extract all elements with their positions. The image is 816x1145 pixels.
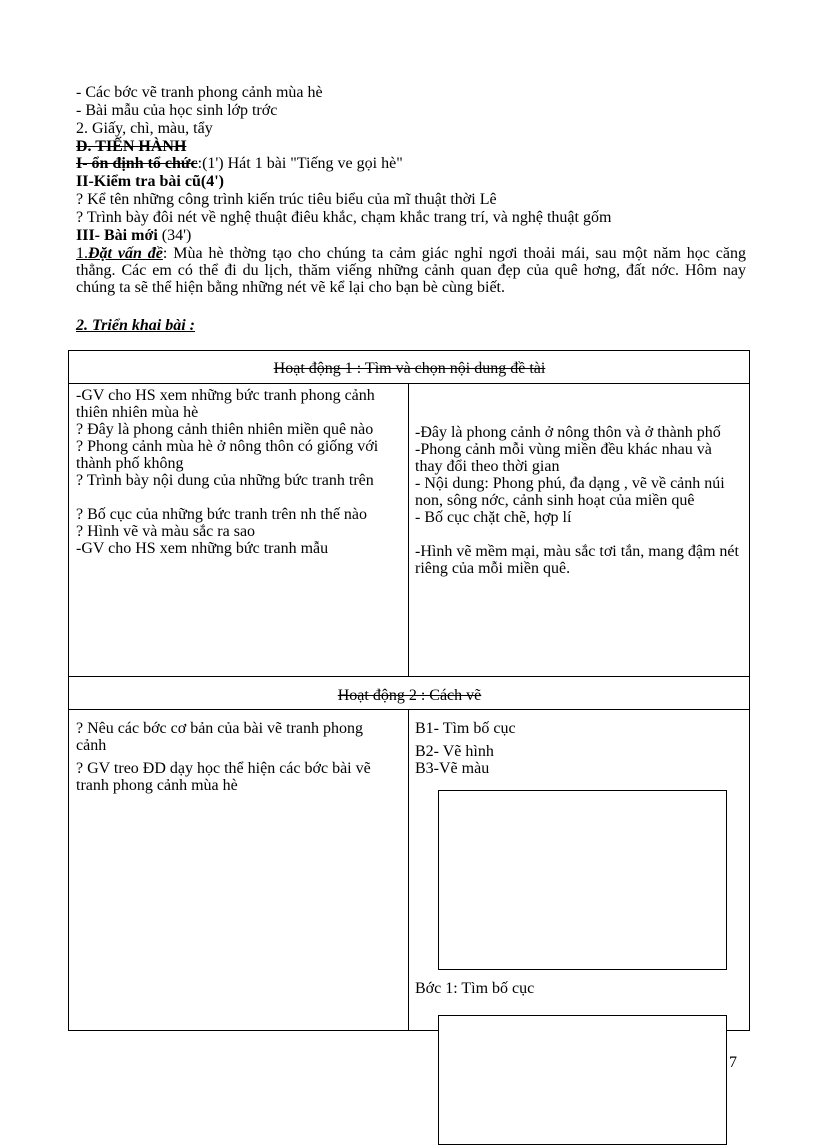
row-divider	[68, 676, 750, 677]
composition-frame	[438, 790, 727, 970]
row-divider	[68, 709, 750, 710]
activity-1-title: Hoạt động 1 : Tìm và chọn nội dung đề tài	[273, 360, 546, 377]
column-divider	[408, 709, 409, 1031]
step-3	[76, 227, 191, 244]
teacher-line: ? Đây là phong cảnh thiên nhiên miền quê nào	[76, 421, 374, 438]
activity-1-student-column	[415, 424, 741, 577]
step-2-label: II-Kiểm tra bài cũ(4')	[76, 173, 224, 190]
activity-2-teacher-column	[76, 720, 381, 794]
step-1-text: :(1') Hát 1 bài "Tiếng ve gọi hè"	[197, 155, 403, 172]
intro-label: Đặt vấn đề	[88, 245, 163, 262]
student-line: -Phong cảnh mỗi vùng miền đều khác nhau và thay đổi theo thời gian	[415, 441, 712, 475]
student-line: - Bố cục chặt chẽ, hợp lí	[415, 509, 572, 526]
step-3-label: III- Bài mới	[76, 227, 158, 244]
activity-1-teacher-column	[76, 387, 394, 557]
intro-paragraph	[76, 245, 746, 296]
section-heading: D. TIẾN HÀNH	[76, 138, 187, 155]
step-1-label: I- ổn định tổ chức	[76, 155, 198, 172]
step-line: B1- Tìm bố cục	[415, 720, 516, 737]
teacher-line: ? Bố cục của những bức tranh trên nh thế nào	[76, 506, 368, 523]
question-1: ? Kể tên những công trình kiến trúc tiêu biểu của mĩ thuật thời Lê	[76, 191, 497, 208]
teacher-line: ? Trình bày nội dung của những bức tranh trên	[76, 472, 374, 489]
step-line: B2- Vẽ hình	[415, 743, 494, 760]
step-3-text: (34')	[157, 227, 192, 244]
row-divider	[68, 383, 750, 384]
intro-label-num: 1.	[76, 245, 88, 262]
intro-text: : Mùa hè thờng tạo cho chúng ta cảm giác nghỉ ngơi thoải mái, sau một năm học căng thẳng. Các em có thể đi du lịch, thăm viếng những cảnh quan đẹp của quê hơng, đất nớc. Hôm nay chúng ta sẽ thể hiện bằng những nét vẽ kể lại cho bạn bè cùng biết.	[76, 245, 747, 296]
activity-2-steps	[415, 720, 735, 777]
prep-line-3: 2. Giấy, chì, màu, tẩy	[76, 120, 213, 137]
teacher-line: ? GV treo ĐD dạy học thể hiện các bớc bài vẽ tranh phong cảnh mùa hè	[76, 760, 371, 794]
teacher-line: -GV cho HS xem những bức tranh mẫu	[76, 540, 329, 557]
step-1	[76, 155, 403, 172]
prep-line-2: - Bài mẫu của học sinh lớp trớc	[76, 102, 278, 119]
step-1-caption: Bớc 1: Tìm bố cục	[415, 980, 535, 997]
column-divider	[408, 383, 409, 676]
teacher-line: ? Phong cảnh mùa hè ở nông thôn có giống với thành phố không	[76, 438, 379, 472]
student-line: -Đây là phong cảnh ở nông thôn và ở thành phố	[415, 424, 721, 441]
drawing-frame	[438, 1015, 727, 1145]
student-line: - Nội dung: Phong phú, đa dạng , vẽ về cảnh núi non, sông nớc, cảnh sinh hoạt của miền quê	[415, 475, 725, 509]
part-2-heading: 2. Triển khai bài :	[76, 317, 195, 334]
question-2: ? Trình bày đôi nét về nghệ thuật điêu khắc, chạm khắc trang trí, và nghệ thuật gốm	[76, 209, 612, 226]
step-line: B3-Vẽ màu	[415, 760, 490, 777]
page-number: 7	[729, 1054, 737, 1071]
teacher-line: -GV cho HS xem những bức tranh phong cảnh thiên nhiên mùa hè	[76, 387, 375, 421]
activity-2-title: Hoạt động 2 : Cách vẽ	[337, 687, 482, 704]
student-line: -Hình vẽ mềm mại, màu sắc tơi tắn, mang đậm nét riêng của mỗi miền quê.	[415, 543, 739, 577]
prep-line-1: - Các bớc vẽ tranh phong cảnh mùa hè	[76, 84, 323, 101]
teacher-line: ? Nêu các bớc cơ bản của bài vẽ tranh phong cảnh	[76, 720, 364, 754]
teacher-line: ? Hình vẽ và màu sắc ra sao	[76, 523, 256, 540]
